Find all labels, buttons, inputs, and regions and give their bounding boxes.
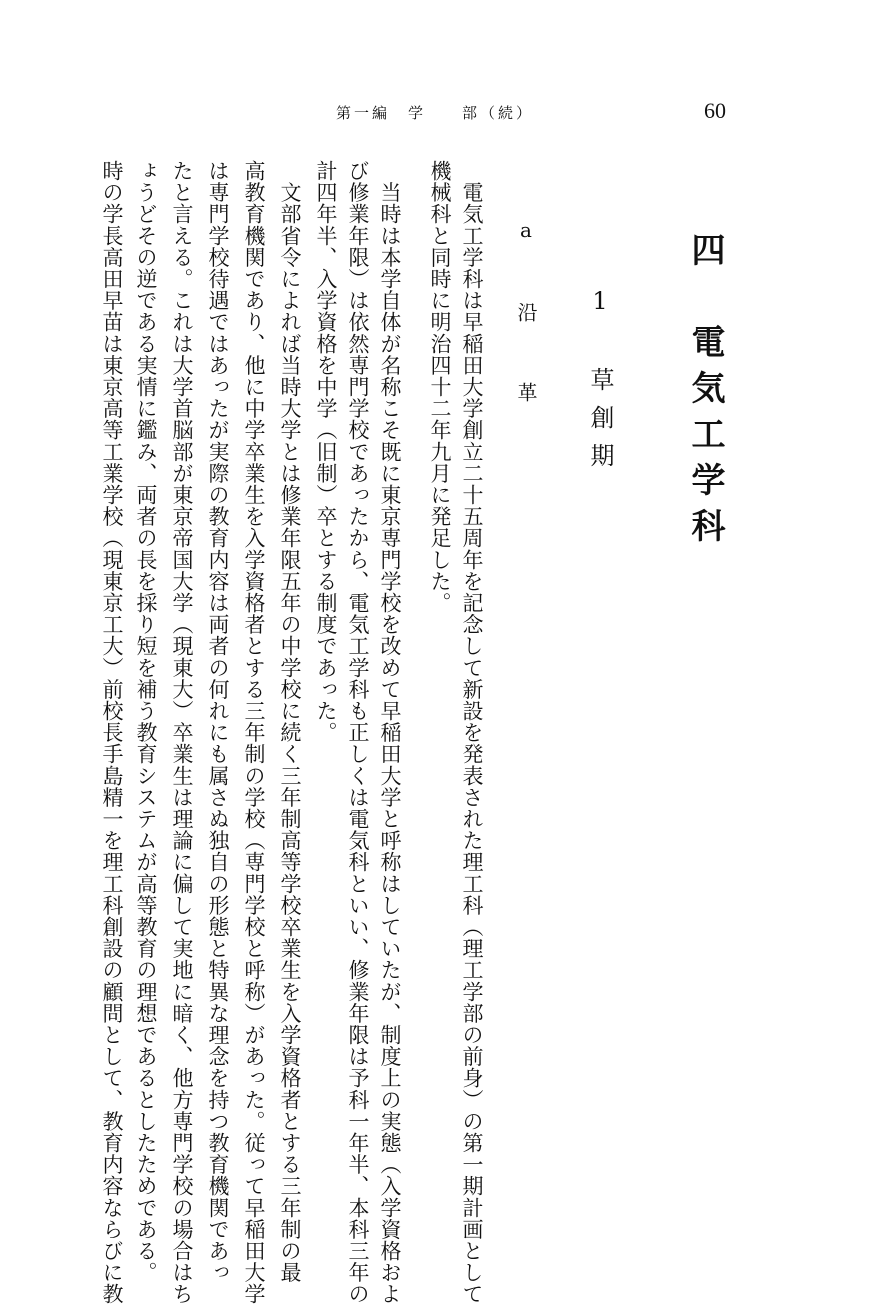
- body-line-4: び修業年限）は依然専門学校であったから、電気工学科も正しくは電気科といい、修業年限は予科一年半、本科三年の: [346, 160, 370, 1305]
- body-line-7: 高教育機関であり、他に中学卒業生を入学資格者とする三年制の学校（専門学校と呼称）があった。従って早稲田大学: [242, 160, 266, 1305]
- body-line-5: 計四年半、入学資格を中学（旧制）卒とする制度であった。: [314, 160, 338, 744]
- body-line-3: 当時は本学自体が名称こそ既に東京専門学校を改めて早稲田大学と呼称はしていたが、制度上の実態（入学資格およ: [378, 160, 402, 1305]
- body-line-6: 文部省令によれば当時大学とは修業年限五年の中学校に続く三年制高等学校卒業生を入学資格者とする三年制の最: [278, 160, 302, 1284]
- body-line-8: は専門学校待遇ではあったが実際の教育内容は両者の何れにも属さぬ独自の形態と特異な理念を持つ教育機関であっ: [206, 160, 230, 1284]
- running-head: 第一編 学 部（続）: [336, 104, 535, 122]
- body-line-10: ょうどその逆である実情に鑑み、両者の長を採り短を補う教育システムが高等教育の理想であるとしたためである。: [134, 160, 158, 1284]
- section-title: 1 草創期: [586, 287, 614, 481]
- body-line-2: 機械科と同時に明治四十二年九月に発足した。: [428, 160, 452, 614]
- subsection-title: a 沿 革: [514, 218, 538, 422]
- body-line-11: 時の学長高田早苗は東京高等工業学校（現東京工大）前校長手島精一を理工科創設の顧問として、教育内容ならびに教: [100, 160, 124, 1305]
- page-number: 60: [704, 98, 726, 123]
- body-line-1: 電気工学科は早稲田大学創立二十五周年を記念して新設を発表された理工科（理工学部の前身）の第一期計画として: [460, 160, 484, 1305]
- chapter-title: 四 電気工学科: [685, 232, 725, 554]
- body-line-9: たと言える。これは大学首脳部が東京帝国大学（現東大）卒業生は理論に偏して実地に暗く、他方専門学校の場合はち: [170, 160, 194, 1305]
